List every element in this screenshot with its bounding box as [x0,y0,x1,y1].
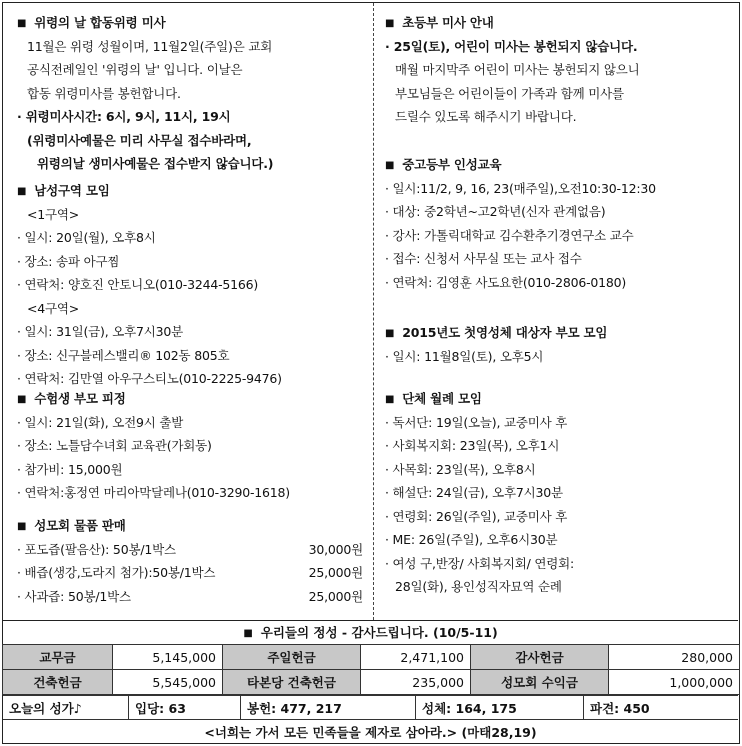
exam-line: · 일시: 21일(화), 오전9시 출발 [17,414,184,430]
table-cell-label: 주일헌금 [223,645,361,670]
men-line: <1구역> [27,206,80,222]
groups-line: · 사목회: 23일(목), 오후8시 [385,461,536,477]
men-line: <4구역> [27,300,80,316]
kids-line: 드릴수 있도록 해주시기 바랍니다. [395,109,577,124]
men-line: · 장소: 신구블레스밸리® 102동 805호 [17,347,230,363]
groups-line: · 사회복지회: 23일(목), 오후1시 [385,438,560,453]
table-cell-value: 235,000 [361,670,471,695]
sale-item-price: 30,000원 [308,541,363,557]
column-divider [373,3,374,620]
hymn-entrance: 입당: 63 [129,696,241,719]
hymn-communion: 성체: 164, 175 [416,696,584,719]
exam-line: · 연락처:홍정연 마리아막달레나(010-3290-1618) [17,485,290,500]
table-row [3,645,740,670]
offering-title: ■ 우리들의 정성 - 감사드립니다. (10/5-11) [3,620,738,644]
groups-line: · 해설단: 24일(금), 오후7시30분 [385,485,563,500]
kids-title: ■ 초등부 미사 안내 [385,11,737,35]
kids-notice: · 25일(토), 어린이 미사는 봉헌되지 않습니다. [385,38,638,54]
men-title: ■ 남성구역 모임 [17,179,369,203]
groups-line: · 연령회: 26일(주일), 교중미사 후 [385,508,568,524]
memorial-section [17,11,369,176]
youth-line: · 접수: 신청서 사무실 또는 교사 접수 [385,251,582,266]
sale-item [17,585,363,609]
sale-item-price: 25,000원 [308,588,363,604]
groups-section [385,387,737,599]
table-cell-value: 5,145,000 [113,645,223,670]
sale-title: ■ 성모회 물품 판매 [17,514,369,538]
memorial-title: ■ 위령의 날 합동위령 미사 [17,11,369,35]
youth-line: · 강사: 가톨릭대학교 김수환추기경연구소 교수 [385,227,634,243]
youth-title: ■ 중고등부 인성교육 [385,153,737,177]
men-line: · 일시: 31일(금), 오후7시30분 [17,324,183,339]
offering-area [3,620,738,745]
groups-line: · 독서단: 19일(오늘), 교중미사 후 [385,414,568,430]
kids-section [385,11,737,129]
sale-item-name: · 포도즙(팔음산): 50봉/1박스 [17,541,176,557]
youth-line: · 대상: 중2학년~고2학년(신자 관계없음) [385,204,606,219]
exam-title: ■ 수험생 부모 피정 [17,387,369,411]
bulletin-page [2,2,740,744]
groups-line: · 여성 구,반장/ 사회복지회/ 연령회: [385,555,575,571]
hymn-row [3,695,738,720]
hymn-closing: 파견: 450 [590,701,650,716]
kids-line: 부모님들은 어린이들이 가족과 함께 미사를 [395,85,624,101]
communion-section [385,321,737,368]
memorial-line: 합동 위령미사를 봉헌합니다. [27,85,181,101]
offering-table [2,644,740,695]
youth-line: · 일시:11/2, 9, 16, 23(매주일),오전10:30-12:30 [385,180,656,196]
table-cell-value: 5,545,000 [113,670,223,695]
table-cell-label: 타본당 건축헌금 [223,670,361,695]
men-line: · 연락처: 김만열 아우구스티노(010-2225-9476) [17,371,282,386]
youth-section [385,153,737,294]
sale-item [17,561,363,585]
hymn-offertory: 봉헌: 477, 217 [241,696,416,719]
table-cell-value: 1,000,000 [609,670,740,695]
groups-line: 28일(화), 용인성직자묘역 순례 [395,579,562,594]
memorial-line: 11월은 위령 성월이며, 11월2일(주일)은 교회 [27,38,273,54]
exam-section [17,387,369,505]
communion-line: · 일시: 11월8일(토), 오후5시 [385,348,544,364]
kids-line: 매월 마지막주 어린이 미사는 봉헌되지 않으니 [395,62,640,77]
men-line: · 장소: 송파 아구찜 [17,253,120,269]
groups-title: ■ 단체 월례 모임 [385,387,737,411]
sale-item-price: 25,000원 [308,565,363,580]
memorial-line: 공식전례일인 '위령의 날' 입니다. 이날은 [27,62,243,77]
sale-item-name: · 사과즙: 50봉/1박스 [17,588,131,604]
memorial-times: · 위령미사시간: 6시, 9시, 11시, 19시 [17,109,231,124]
youth-line: · 연락처: 김영훈 사도요한(010-2806-0180) [385,274,627,290]
table-cell-label: 건축헌금 [3,670,113,695]
men-section [17,179,369,391]
hymn-label: 오늘의 성가♪ [3,696,129,719]
communion-title: ■ 2015년도 첫영성체 대상자 부모 모임 [385,321,737,345]
table-cell-label: 성모회 수익금 [471,670,609,695]
men-line: · 일시: 20일(월), 오후8시 [17,230,156,245]
table-cell-value: 2,471,100 [361,645,471,670]
sale-item [17,538,363,562]
bible-verse: <너희는 가서 모든 민족들을 제자로 삼아라.> (마태28,19) [204,725,537,740]
table-cell-value: 280,000 [609,645,740,670]
exam-line: · 장소: 노틀담수녀회 교육관(가회동) [17,438,212,453]
sale-item-name: · 배즙(생강,도라지 첨가):50봉/1박스 [17,565,216,580]
groups-line: · ME: 26일(주일), 오후6시30분 [385,532,558,547]
sale-section [17,514,369,608]
memorial-note: (위령미사예물은 미리 사무실 접수바라며, [27,132,252,148]
men-line: · 연락처: 양호진 안토니오(010-3244-5166) [17,277,259,292]
table-cell-label: 교무금 [3,645,113,670]
table-row [3,670,740,695]
memorial-note: 위령의날 생미사예물은 접수받지 않습니다.) [37,156,274,171]
exam-line: · 참가비: 15,000원 [17,461,123,477]
table-cell-label: 감사헌금 [471,645,609,670]
